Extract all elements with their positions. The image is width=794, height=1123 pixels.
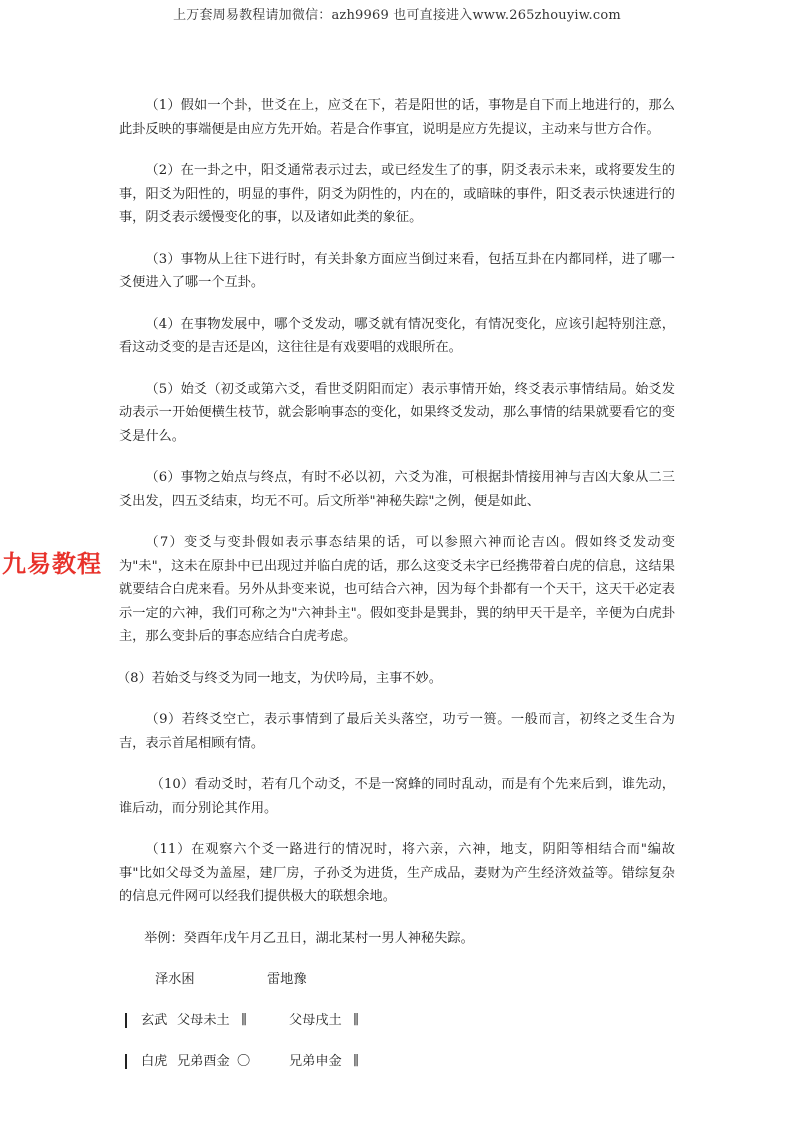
document-body [119, 94, 675, 1074]
original-line-label: 兄弟酉金 [177, 1054, 230, 1069]
original-hexagram-name: 泽水困 [155, 972, 195, 987]
original-line-mark: ∥ [241, 1013, 248, 1028]
yang-line-mark-icon [125, 1013, 127, 1028]
watermark-logo: 九易教程 [2, 550, 102, 578]
six-spirit-label: 白虎 [141, 1054, 168, 1069]
changed-line-mark: ∥ [353, 1054, 360, 1069]
moving-line-mark: 〇 [237, 1054, 251, 1069]
hexagram-line-row [119, 1009, 675, 1033]
paragraph-1: （1）假如一个卦，世爻在上，应爻在下，若是阳世的话，事物是自下而上地进行的，那么此卦反映的事端便是由应方先开始。若是合作事宜，说明是应方先提议，主动来与世方合作。 [119, 98, 675, 137]
paragraph-4: （4）在事物发展中，哪个爻发动，哪爻就有情况变化，有情况变化，应该引起特别注意，看这动爻变的是吉还是凶，这往往是有戏要唱的戏眼所在。 [119, 316, 675, 355]
paragraph-2: （2）在一卦之中，阳爻通常表示过去，或已经发生了的事，阴爻表示未来，或将要发生的事，阳爻为阳性的，明显的事件，阴爻为阴性的，内在的，或暗昧的事件，阳爻表示快速进行的事，阴爻表示缓慢变化的事，以及诸如此类的象征。 [119, 163, 675, 225]
changed-line-label: 兄弟申金 [289, 1054, 342, 1069]
original-line-label: 父母未土 [177, 1013, 230, 1028]
paragraph-11: （11）在观察六个爻一路进行的情况时，将六亲，六神，地支，阴阳等相结合而"编故事"比如父母爻为盖屋，建厂房，子孙爻为进货，生产成品，妻财为产生经济效益等。错综复杂的信息元件网可以经我们提供极大的联想余地。 [119, 842, 675, 904]
changed-line-label: 父母戌土 [289, 1013, 342, 1028]
six-spirit-label: 玄武 [141, 1013, 168, 1028]
yang-line-mark-icon [125, 1054, 127, 1069]
paragraph-10: （10）看动爻时，若有几个动爻，不是一窝蜂的同时乱动，而是有个先来后到，谁先动，谁后动，而分别论其作用。 [119, 777, 675, 816]
paragraph-6: （6）事物之始点与终点，有时不必以初，六爻为准，可根据卦情接用神与吉凶大象从二三爻出发，四五爻结束，均无不可。后文所举"神秘失踪"之例，便是如此、 [119, 470, 675, 509]
paragraph-8: （8）若始爻与终爻为同一地支，为伏吟局，主事不妙。 [117, 670, 442, 686]
changed-hexagram-name: 雷地豫 [267, 972, 307, 987]
changed-line-mark: ∥ [353, 1013, 360, 1028]
paragraph-5: （5）始爻（初爻或第六爻，看世爻阴阳而定）表示事情开始，终爻表示事情结局。始爻发动表示一开始便横生枝节，就会影响事态的变化，如果终爻发动，那么事情的结果就要看它的变爻是什么。 [119, 381, 675, 444]
page-header: 上万套周易教程请加微信：azh9969 也可直接进入www.265zhouyiw.com [173, 8, 621, 23]
paragraph-9: （9）若终爻空亡，表示事情到了最后关头落空，功亏一篑。一般而言，初终之爻生合为吉，表示首尾相顾有情。 [119, 712, 675, 751]
example-intro: 举例：癸酉年戊午月乙丑日，湖北某村一男人神秘失踪。 [144, 930, 474, 946]
paragraph-3: （3）事物从上往下进行时，有关卦象方面应当倒过来看，包括互卦在内都同样，进了哪一爻便进入了哪一个互卦。 [119, 251, 675, 290]
hexagram-line-row [119, 1050, 675, 1074]
hexagram-names [119, 968, 675, 992]
paragraph-7: （7）变爻与变卦假如表示事态结果的话，可以参照六神而论吉凶。假如终爻发动变为"未"，这未在原卦中已出现过并临白虎的话，那么这变爻未字已经携带着白虎的信息，这结果就要结合白虎来看。另外从卦变来说，也可结合六神，因为每个卦都有一个天干，这天干必定表示一定的六神，我们可称之为"六神卦主"。假如变卦是巽卦，巽的纳甲天干是辛，辛便为白虎卦主，那么变卦后的事态应结合白虎考虑。 [119, 535, 675, 644]
